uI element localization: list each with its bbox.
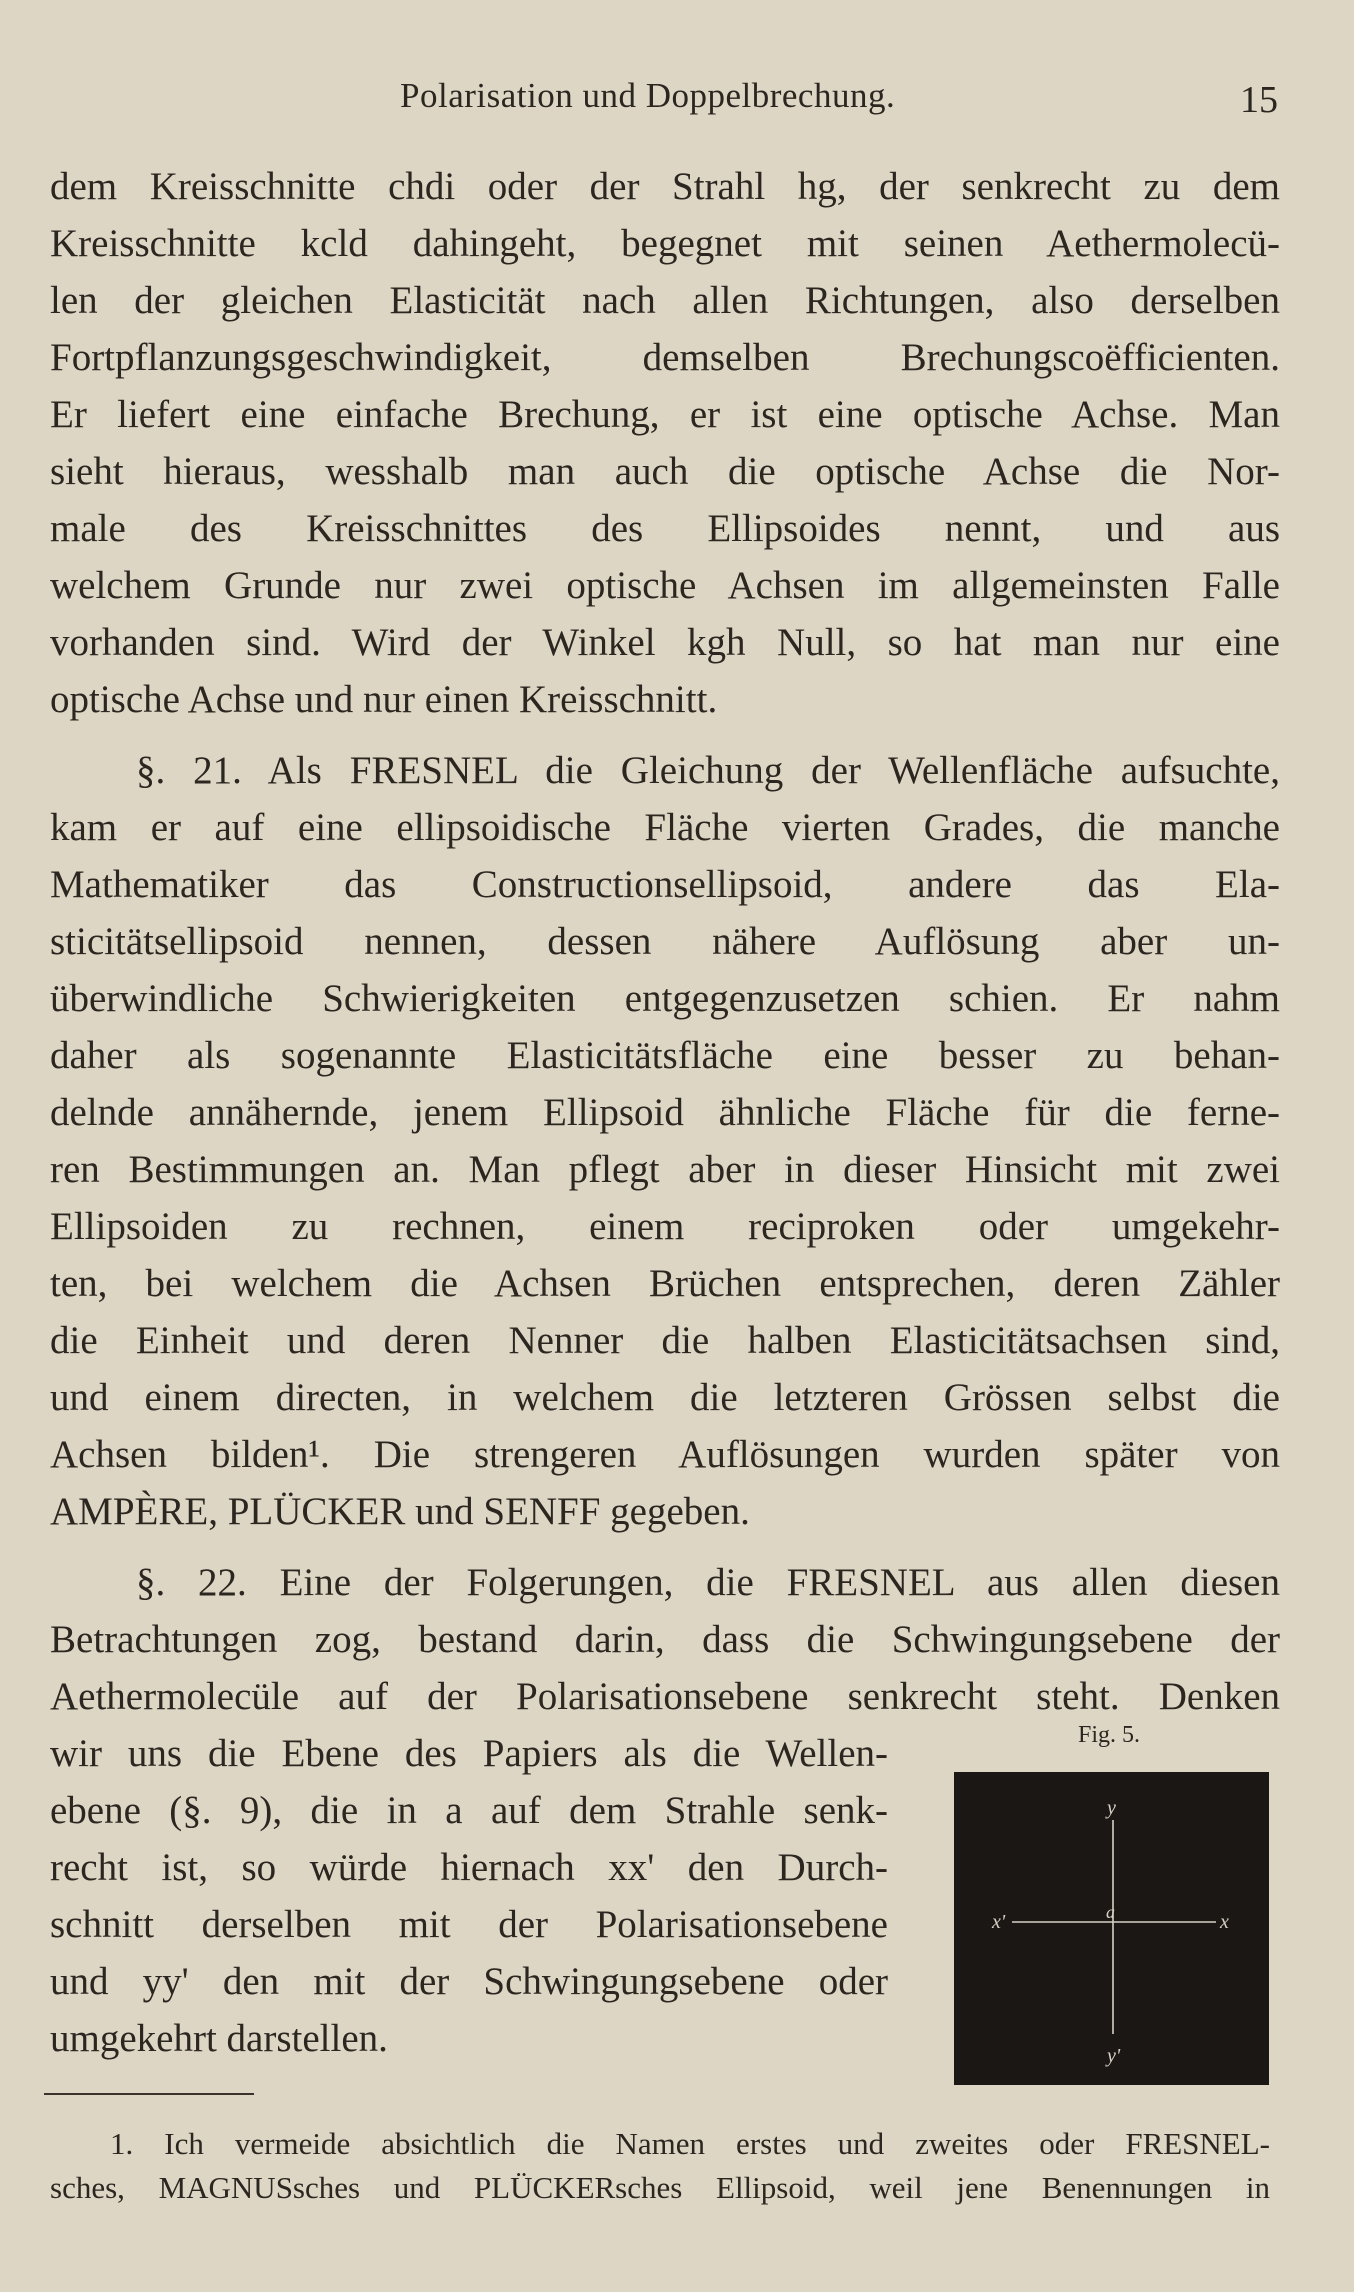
- text-line: Betrachtungen zog, bestand darin, dass die Schwingungsebene der: [50, 1618, 1280, 1661]
- running-head: Polarisation und Doppelbrechung.: [400, 76, 896, 115]
- label-y-prime: y': [1107, 2045, 1121, 2067]
- paragraph-20-continued: [50, 158, 1280, 728]
- text-line: daher als sogenannte Elasticitätsfläche eine besser zu behan-: [50, 1034, 1280, 1077]
- paragraph-22: [50, 1554, 1280, 1725]
- footnotes: [50, 2122, 1270, 2210]
- text-line: §. 21. Als FRESNEL die Gleichung der Wellenfläche aufsuchte,: [136, 749, 1280, 792]
- text-line: wir uns die Ebene des Papiers als die Wellen-: [50, 1732, 888, 1775]
- text-line: schnitt derselben mit der Polarisationsebene: [50, 1903, 888, 1946]
- text-line: Mathematiker das Constructionsellipsoid, andere das Ela-: [50, 863, 1280, 906]
- text-line: und einem directen, in welchem die letzteren Grössen selbst die: [50, 1376, 1280, 1419]
- footnote-line: 1. Ich vermeide absichtlich die Namen erstes und zweites oder FRESNEL-: [110, 2126, 1270, 2161]
- text-line: Aethermolecüle auf der Polarisationsebene senkrecht steht. Denken: [50, 1675, 1280, 1718]
- text-line: kam er auf eine ellipsoidische Fläche vierten Grades, die manche: [50, 806, 1280, 849]
- text-line: ebene (§. 9), die in a auf dem Strahle senk-: [50, 1789, 888, 1832]
- text-line: AMPÈRE, PLÜCKER und SENFF gegeben.: [50, 1490, 750, 1533]
- footnote-line: sches, MAGNUSsches und PLÜCKERsches Ellipsoid, weil jene Benennungen in: [50, 2170, 1270, 2205]
- text-line: dem Kreisschnitte chdi oder der Strahl hg, der senkrecht zu dem: [50, 165, 1280, 208]
- text-line: Er liefert eine einfache Brechung, er ist eine optische Achse. Man: [50, 393, 1280, 436]
- text-line: male des Kreisschnittes des Ellipsoides nennt, und aus: [50, 507, 1280, 550]
- text-line: ten, bei welchem die Achsen Brüchen entsprechen, deren Zähler: [50, 1262, 1280, 1305]
- text-line: Kreisschnitte kcld dahingeht, begegnet mit seinen Aethermolecü-: [50, 222, 1280, 265]
- figure-5: [950, 1720, 1270, 2090]
- text-line: ren Bestimmungen an. Man pflegt aber in dieser Hinsicht mit zwei: [50, 1148, 1280, 1191]
- text-line: optische Achse und nur einen Kreisschnitt.: [50, 678, 718, 721]
- text-line: umgekehrt darstellen.: [50, 2017, 388, 2060]
- text-line: len der gleichen Elasticität nach allen Richtungen, also derselben: [50, 279, 1280, 322]
- text-line: recht ist, so würde hiernach xx' den Durch-: [50, 1846, 888, 1889]
- text-line: welchem Grunde nur zwei optische Achsen im allgemeinsten Falle: [50, 564, 1280, 607]
- footnote-rule: [44, 2093, 254, 2095]
- text-line: die Einheit und deren Nenner die halben Elasticitätsachsen sind,: [50, 1319, 1280, 1362]
- label-x: x: [1220, 1911, 1229, 1933]
- text-line: vorhanden sind. Wird der Winkel kgh Null, so hat man nur eine: [50, 621, 1280, 664]
- text-line: Achsen bilden¹. Die strengeren Auflösungen wurden später von: [50, 1433, 1280, 1476]
- figure-caption: Fig. 5.: [1078, 1722, 1141, 1748]
- text-line: sticitätsellipsoid nennen, dessen nähere Auflösung aber un-: [50, 920, 1280, 963]
- text-line: Fortpflanzungsgeschwindigkeit, demselben Brechungscoëfficienten.: [50, 336, 1280, 379]
- text-line: §. 22. Eine der Folgerungen, die FRESNEL aus allen diesen: [136, 1561, 1280, 1604]
- label-y: y: [1107, 1797, 1116, 1819]
- page-number: 15: [1240, 79, 1278, 121]
- axes-diagram: [954, 1772, 1269, 2085]
- text-line: delnde annähernde, jenem Ellipsoid ähnliche Fläche für die ferne-: [50, 1091, 1280, 1134]
- label-a: a: [1106, 1902, 1115, 1922]
- text-line: und yy' den mit der Schwingungsebene oder: [50, 1960, 888, 2003]
- figure-diagram: [954, 1772, 1269, 2085]
- paragraph-21: [50, 742, 1280, 1540]
- text-line: überwindliche Schwierigkeiten entgegenzusetzen schien. Er nahm: [50, 977, 1280, 1020]
- text-line: Ellipsoiden zu rechnen, einem reciproken oder umgekehr-: [50, 1205, 1280, 1248]
- page-header: [0, 68, 1354, 128]
- label-x-prime: x': [992, 1911, 1006, 1933]
- text-line: sieht hieraus, wesshalb man auch die optische Achse die Nor-: [50, 450, 1280, 493]
